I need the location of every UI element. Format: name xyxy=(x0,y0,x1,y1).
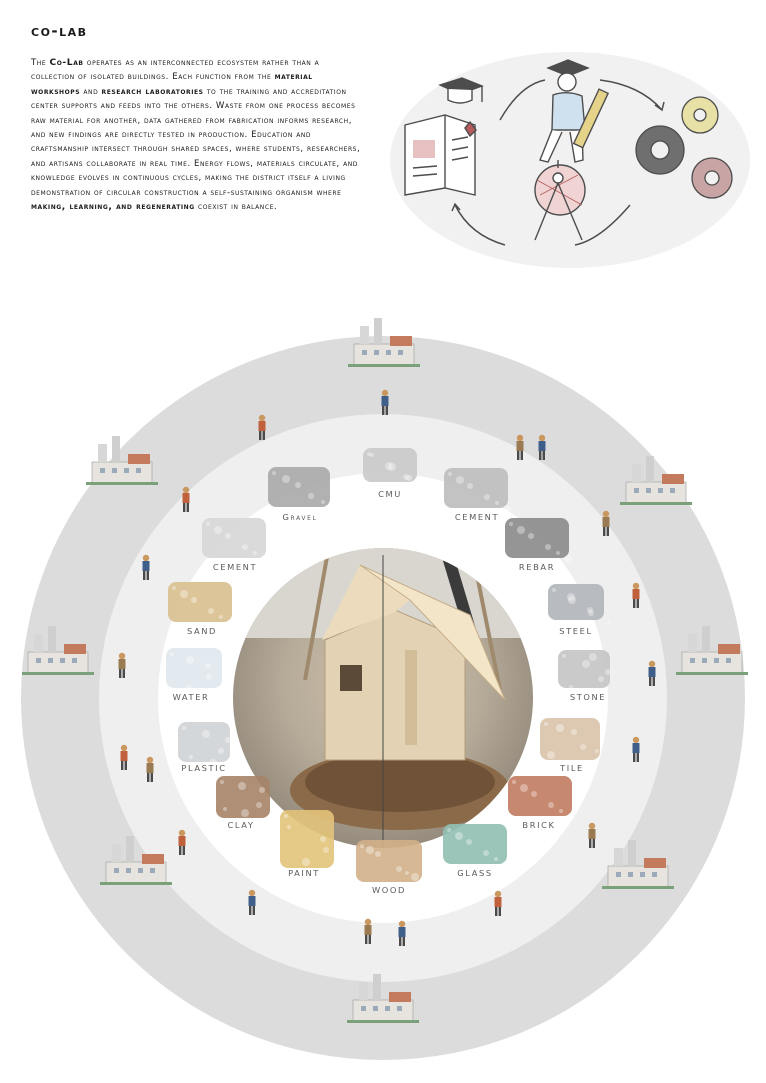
material-wood-label: WOOD xyxy=(371,885,407,895)
material-cmu-label: CMU xyxy=(378,489,402,499)
material-plastic-label: PLASTIC xyxy=(181,763,227,773)
material-plastic xyxy=(178,722,231,773)
intro-text: operates as an interconnected ecosystem rather than a collection of isolated buildings. Each function from the xyxy=(31,58,320,83)
material-glass-label: GLASS xyxy=(457,868,493,878)
material-cement-top-label: CEMENT xyxy=(454,512,500,522)
material-paint xyxy=(280,810,334,878)
intro-text: coexist in balance. xyxy=(194,202,278,213)
material-tile-label: TILE xyxy=(560,763,584,773)
intro-emphasis: material workshops xyxy=(31,71,313,97)
material-paint-label: PAINT xyxy=(288,868,320,878)
material-steel-label: STEEL xyxy=(559,626,593,636)
material-rebar-label: REBAR xyxy=(518,562,556,572)
intro-emphasis: research laboratories xyxy=(101,85,204,97)
material-water-label: WATER xyxy=(172,692,210,702)
intro-emphasis: making, learning, and regenerating xyxy=(31,201,195,213)
material-gravel-label: Gravel xyxy=(282,512,318,522)
material-water-swatch xyxy=(166,648,222,688)
material-clay-label: CLAY xyxy=(227,820,255,830)
page-title: co-lab xyxy=(31,22,88,40)
intro-emphasis: Co-Lab xyxy=(49,57,84,68)
intro-text: The xyxy=(31,58,50,68)
material-sand-label: SAND xyxy=(186,626,218,636)
material-steel-swatch xyxy=(548,584,604,620)
intro-text: to the training and accreditation center supports and feeds into the others. Waste from one process becomes raw material for another, data gathered from fabrication informs research, and new findings are directly tested in production. Education and craftsmanship intersect through shared spaces, where students, researchers, and artisans collaborate in real time. Energy flows, materials circulate, and knowledge evolves in continuous cycles, making the district itself a living demonstration of circular construction a self-sustaining organism where xyxy=(31,86,361,198)
material-stone-label: STONE xyxy=(569,692,607,702)
material-cement-left-label: CEMENT xyxy=(212,562,258,572)
material-brick-label: BRICK xyxy=(522,820,556,830)
intro-text: and xyxy=(80,86,102,97)
concept-illustration xyxy=(390,52,750,268)
